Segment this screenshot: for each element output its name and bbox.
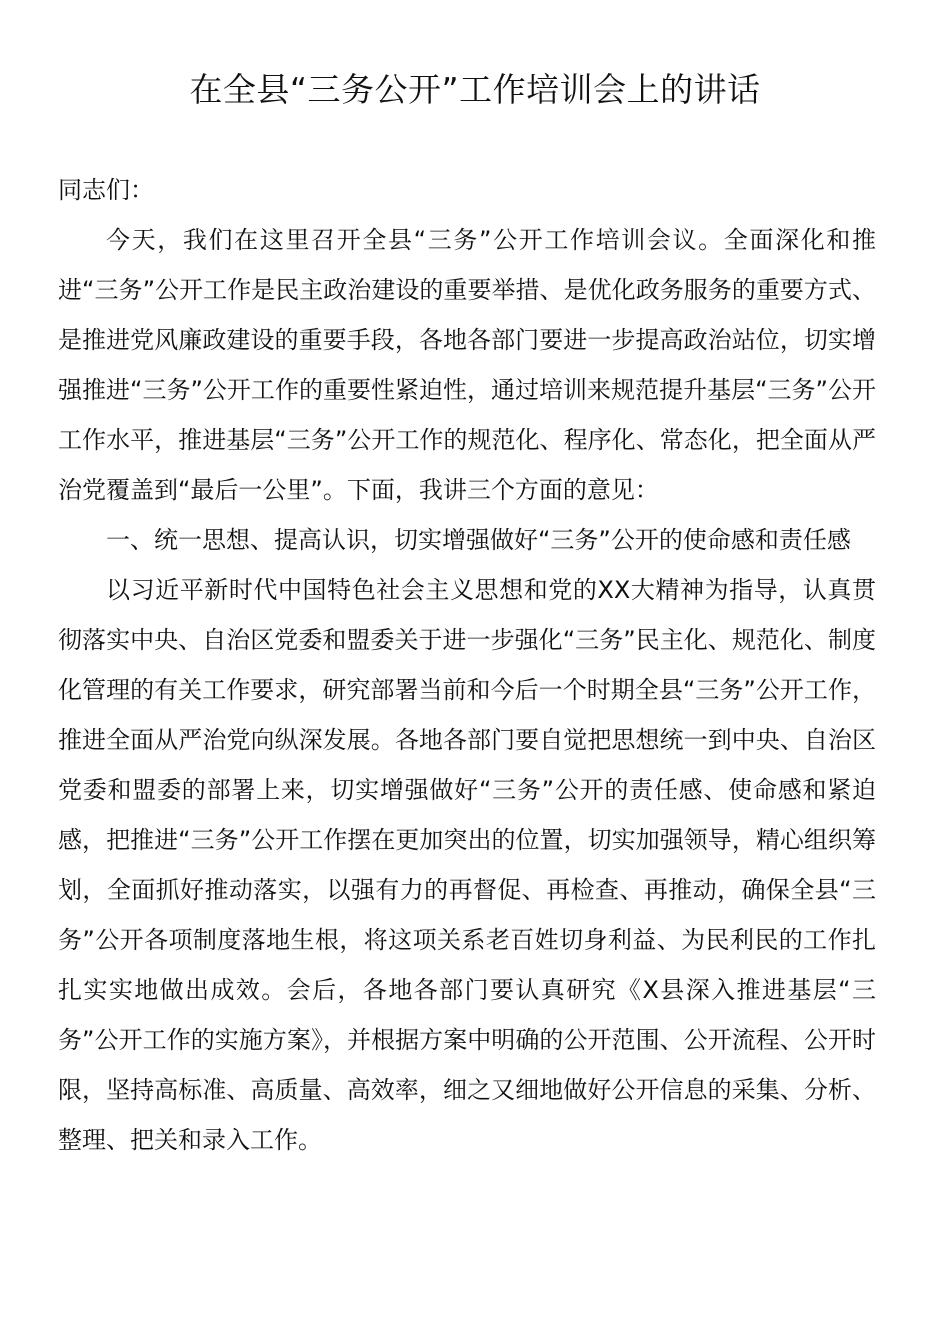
document-body — [58, 165, 876, 1165]
salutation: 同志们： — [58, 176, 154, 204]
intro-paragraph: 今天，我们在这里召开全县“三务”公开工作培训会议。全面深化和推进“三务”公开工作是民主政治建设的重要举措、是优化政务服务的重要方式、是推进党风廉政建设的重要手段，各地各部门要进一步提高政治站位，切实增强推进“三务”公开工作的重要性紧迫性，通过培训来规范提升基层“三务”公开工作水平，推进基层“三务”公开工作的规范化、程序化、常态化，把全面从严治党覆盖到“最后一公里”。下面，我讲三个方面的意见： — [58, 226, 876, 504]
section-1-paragraph: 以习近平新时代中国特色社会主义思想和党的XX大精神为指导，认真贯彻落实中央、自治区党委和盟委关于进一步强化“三务”民主化、规范化、制度化管理的有关工作要求，研究部署当前和今后一个时期全县“三务”公开工作，推进全面从严治党向纵深发展。各地各部门要自觉把思想统一到中央、自治区党委和盟委的部署上来，切实增强做好“三务”公开的责任感、使命感和紧迫感，把推进“三务”公开工作摆在更加突出的位置，切实加强领导，精心组织筹划，全面抓好推动落实，以强有力的再督促、再检查、再推动，确保全县“三务”公开各项制度落地生根，将这项关系老百姓切身利益、为民利民的工作扎扎实实地做出成效。会后，各地各部门要认真研究《X县深入推进基层“三务”公开工作的实施方案》，并根据方案中明确的公开范围、公开流程、公开时限，坚持高标准、高质量、高效率，细之又细地做好公开信息的采集、分析、整理、把关和录入工作。 — [58, 576, 876, 1154]
document-title: 在全县“三务公开”工作培训会上的讲话 — [189, 70, 761, 109]
section-heading-1: 一、统一思想、提高认识，切实增强做好“三务”公开的使命感和责任感 — [106, 526, 851, 554]
